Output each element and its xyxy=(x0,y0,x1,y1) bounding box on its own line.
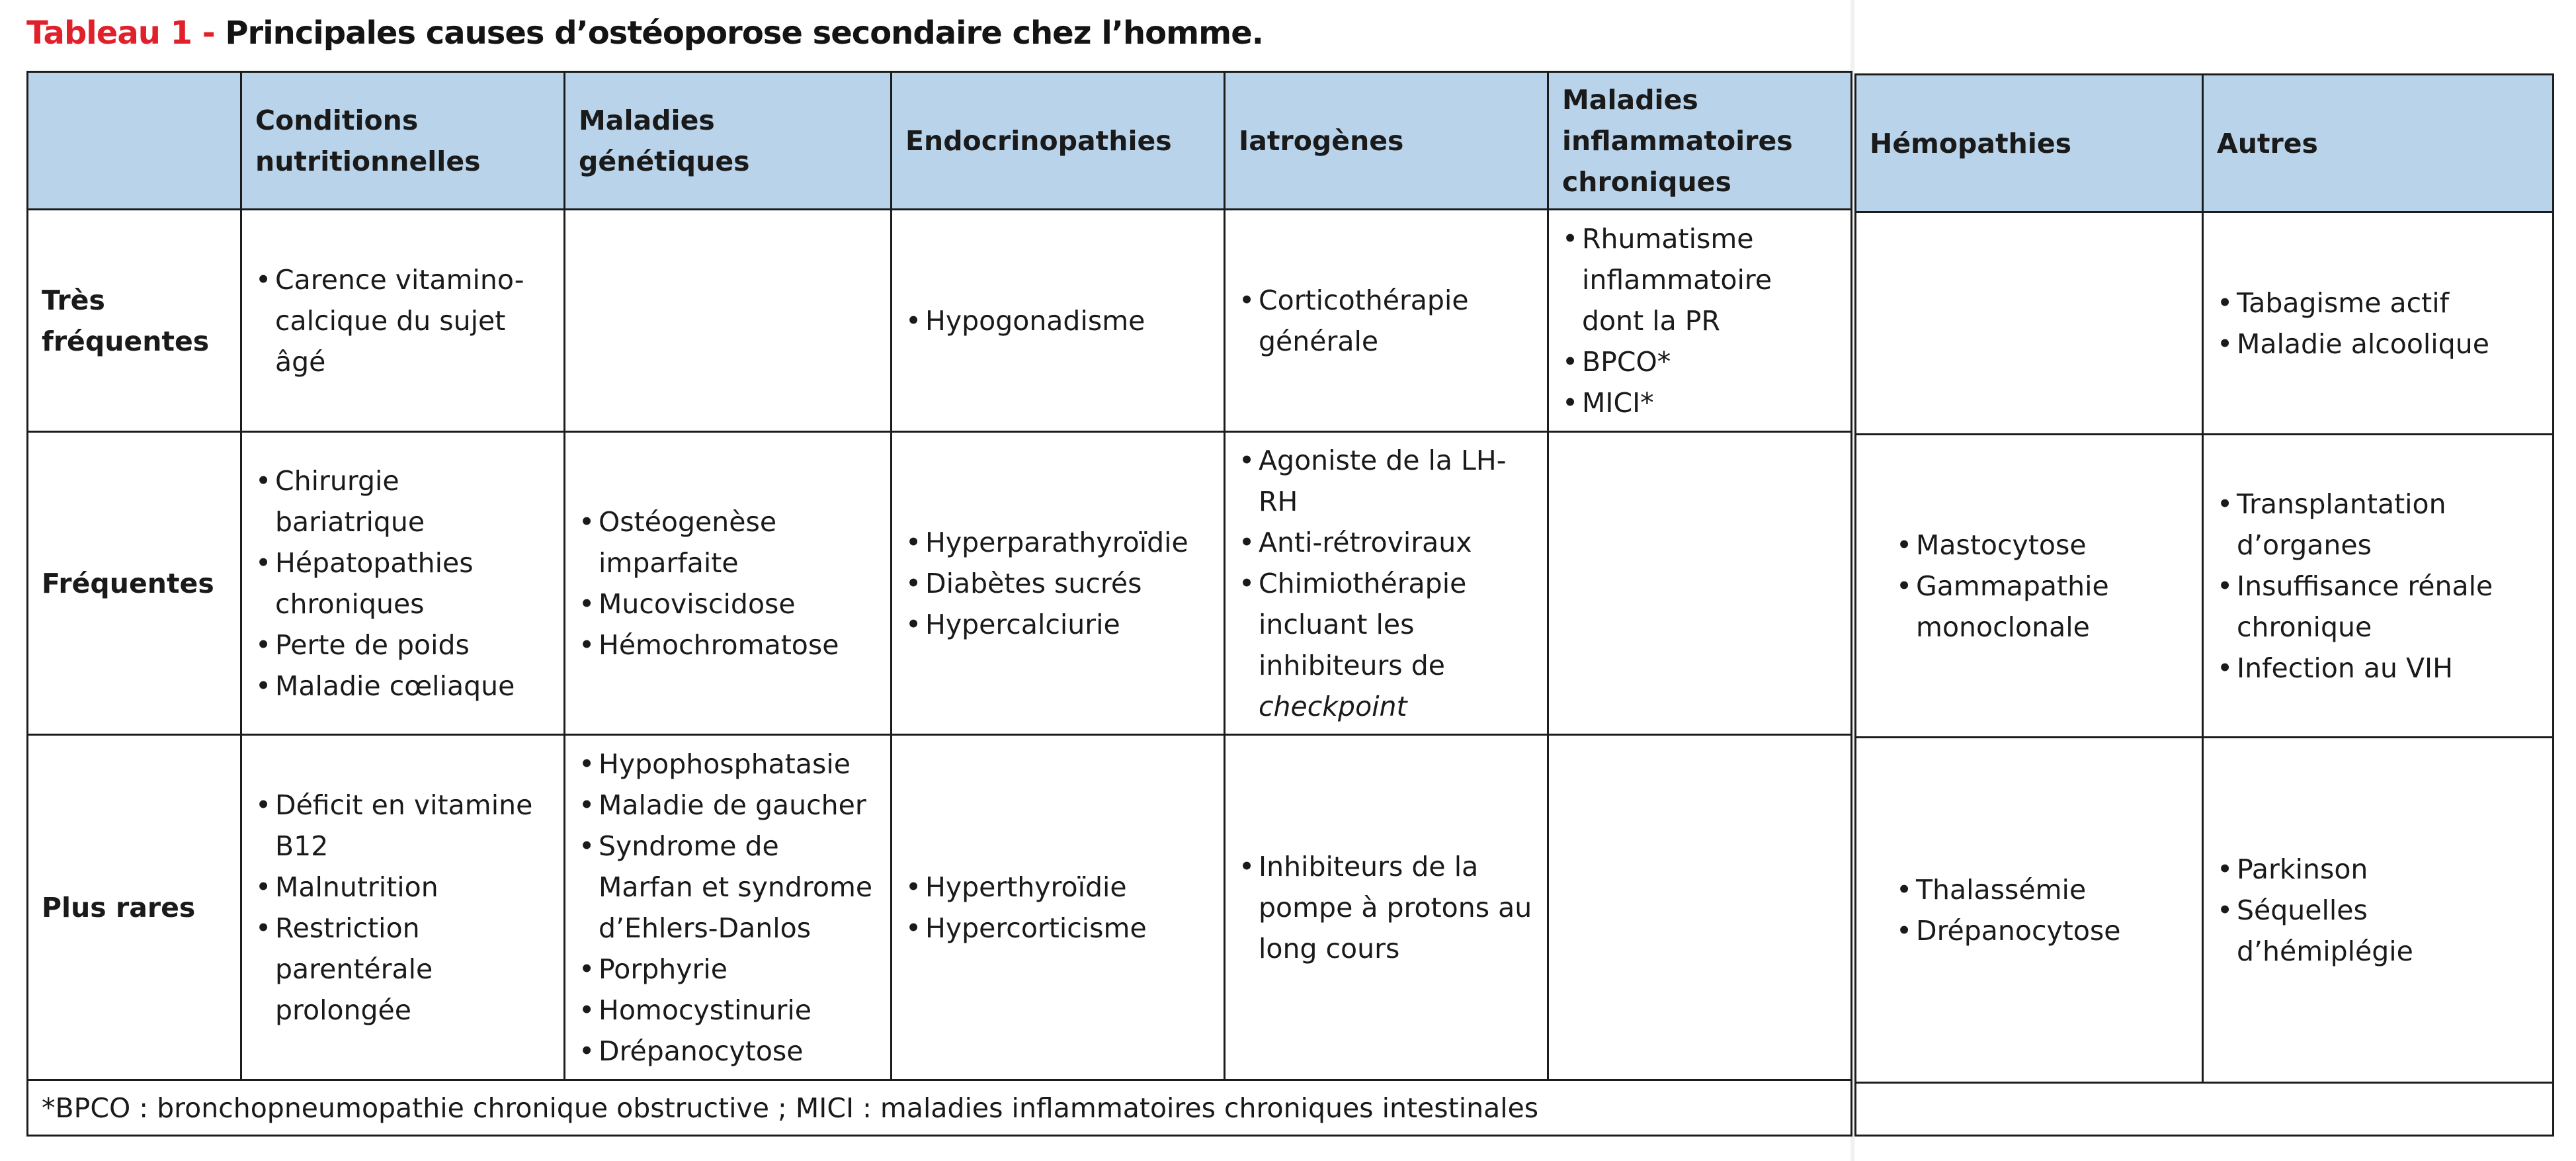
bullet-item-text: Drépanocytose xyxy=(599,1035,804,1067)
bullet-list xyxy=(1896,525,2188,648)
bullet-item-text: MICI* xyxy=(1582,386,1654,419)
bullet-item-text: Tabagisme actif xyxy=(2237,286,2450,319)
bullet-item-text: Anti-rétroviraux xyxy=(1259,526,1472,558)
bullet-item-italic-text: checkpoint xyxy=(1259,690,1407,722)
bullet-item xyxy=(1239,280,1534,362)
table-cell xyxy=(2203,738,2554,1083)
bullet-item xyxy=(1239,522,1534,563)
bullet-list xyxy=(905,300,1210,341)
table-cell xyxy=(241,210,565,432)
header-cell-endocrine: Endocrinopathies xyxy=(892,72,1225,210)
bullet-list xyxy=(579,501,877,666)
row-label: Très fréquentes xyxy=(28,210,241,432)
bullet-item-text: Hypercorticisme xyxy=(925,912,1147,944)
bullet-list xyxy=(1562,218,1837,423)
bullet-item xyxy=(255,666,550,707)
bullet-item xyxy=(579,949,877,990)
bullet-item-text: Inhibiteurs de la pompe à protons au long cours xyxy=(1259,850,1532,965)
bullet-list xyxy=(1239,280,1534,362)
table-cell xyxy=(565,432,892,735)
header-row xyxy=(28,72,1852,210)
bullet-item xyxy=(1896,910,2188,951)
bullet-item xyxy=(905,522,1210,563)
table-cell xyxy=(1856,738,2203,1083)
bullet-item xyxy=(255,908,550,1031)
bullet-item-text: Thalassémie xyxy=(1916,873,2087,906)
table-cell xyxy=(1225,210,1548,432)
table-cell xyxy=(565,735,892,1080)
bullet-item-text: Chimiothérapie incluant les inhibiteurs de xyxy=(1259,567,1467,681)
bullet-item xyxy=(905,908,1210,949)
bullet-item xyxy=(579,501,877,583)
table-cell xyxy=(1856,212,2203,435)
bullet-item-text: Hypophosphatasie xyxy=(599,748,851,780)
bullet-list xyxy=(2217,484,2539,689)
bullet-list xyxy=(1239,846,1534,969)
bullet-item xyxy=(1239,846,1534,969)
bullet-item xyxy=(2217,890,2539,972)
bullet-item xyxy=(579,583,877,624)
left-table xyxy=(26,71,1852,1137)
bullet-item-text: Maladie cœliaque xyxy=(275,669,515,702)
bullet-item-text: Maladie alcoolique xyxy=(2237,327,2489,360)
header-cell-empty xyxy=(28,72,241,210)
bullet-item-text: Malnutrition xyxy=(275,871,438,903)
header-cell-hemopathies: Hémopathies xyxy=(1856,75,2203,212)
bullet-list xyxy=(2217,849,2539,972)
bullet-item xyxy=(255,460,550,542)
bullet-item xyxy=(1239,440,1534,522)
row-label: Plus rares xyxy=(28,735,241,1080)
bullet-item-text: Parkinson xyxy=(2237,853,2368,885)
bullet-item-text: Diabètes sucrés xyxy=(925,567,1142,599)
bullet-item-text: Hépatopathies chroniques xyxy=(275,546,474,620)
table-cell xyxy=(1856,435,2203,738)
table-number-label: Tableau 1 - xyxy=(26,15,215,52)
empty-footer-cell xyxy=(1856,1083,2554,1136)
bullet-item-text: Drépanocytose xyxy=(1916,914,2121,947)
bullet-list xyxy=(579,744,877,1072)
table-cell xyxy=(2203,435,2554,738)
bullet-item-text: Porphyrie xyxy=(599,953,727,985)
right-table xyxy=(1854,73,2554,1137)
bullet-list xyxy=(905,867,1210,949)
table-cell xyxy=(1225,735,1548,1080)
header-row-right xyxy=(1856,75,2554,212)
bullet-list xyxy=(255,460,550,707)
table-row xyxy=(1856,738,2554,1083)
table-row xyxy=(28,432,1852,735)
bullet-item xyxy=(255,259,550,382)
header-cell-nutritional: Conditions nutritionnelles xyxy=(241,72,565,210)
bullet-item-text: Insuffisance rénale chronique xyxy=(2237,570,2493,643)
bullet-item-text: Maladie de gaucher xyxy=(599,789,866,821)
bullet-item-text: Hyperthyroïdie xyxy=(925,871,1127,903)
table-cell xyxy=(1548,210,1852,432)
bullet-item xyxy=(905,300,1210,341)
bullet-item xyxy=(579,990,877,1031)
bullet-item xyxy=(2217,849,2539,890)
table-row xyxy=(28,735,1852,1080)
bullet-item xyxy=(579,826,877,949)
bullet-item-text: Rhumatisme inflammatoire dont la PR xyxy=(1582,222,1772,337)
bullet-item xyxy=(255,624,550,666)
bullet-item-text: Hypogonadisme xyxy=(925,304,1145,337)
table-cell xyxy=(892,432,1225,735)
bullet-item-text: Infection au VIH xyxy=(2237,652,2453,684)
bullet-item xyxy=(255,785,550,867)
bullet-item-text: Homocystinurie xyxy=(599,994,812,1026)
header-cell-iatrogenic: Iatrogènes xyxy=(1225,72,1548,210)
bullet-item xyxy=(2217,484,2539,566)
bullet-list xyxy=(255,785,550,1031)
bullet-item-text: Transplantation d’organes xyxy=(2237,488,2446,561)
header-cell-genetic: Maladies génétiques xyxy=(565,72,892,210)
bullet-item-text: Gammapathie monoclonale xyxy=(1916,570,2109,643)
bullet-item-text: Perte de poids xyxy=(275,628,470,661)
bullet-item-text: Mucoviscidose xyxy=(599,587,796,620)
table-title xyxy=(26,15,1263,52)
table-cell xyxy=(241,735,565,1080)
bullet-item xyxy=(579,624,877,666)
bullet-item xyxy=(905,867,1210,908)
bullet-item-text: Carence vitamino-calcique du sujet âgé xyxy=(275,263,524,378)
empty-footer-row xyxy=(1856,1083,2554,1136)
bullet-item xyxy=(905,604,1210,645)
bullet-list xyxy=(905,522,1210,645)
bullet-item xyxy=(1562,218,1837,341)
bullet-item xyxy=(905,563,1210,604)
bullet-list xyxy=(1239,440,1534,727)
bullet-item xyxy=(579,744,877,785)
table-cell xyxy=(241,432,565,735)
table-row xyxy=(1856,435,2554,738)
table-title-text: Principales causes d’ostéoporose secondaire chez l’homme. xyxy=(225,15,1263,52)
bullet-item-text: BPCO* xyxy=(1582,345,1671,378)
bullet-item xyxy=(2217,566,2539,648)
bullet-item-text: Hypercalciurie xyxy=(925,608,1120,640)
bullet-list xyxy=(1896,869,2188,951)
bullet-item-text: Syndrome de Marfan et syndrome d’Ehlers-Danlos xyxy=(599,830,873,944)
bullet-item-text: Séquelles d’hémiplégie xyxy=(2237,894,2413,967)
table-cell xyxy=(565,210,892,432)
bullet-item-text: Agoniste de la LH-RH xyxy=(1259,444,1507,517)
bullet-item-text: Mastocytose xyxy=(1916,529,2087,561)
table-cell xyxy=(2203,212,2554,435)
table-cell xyxy=(1548,735,1852,1080)
bullet-item xyxy=(1562,341,1837,382)
header-cell-inflammatory: Maladies inflammatoires chroniques xyxy=(1548,72,1852,210)
footnote-text: *BPCO : bronchopneumopathie chronique obstructive ; MICI : maladies inflammatoires chroniques intestinales xyxy=(28,1080,1852,1136)
bullet-item xyxy=(1239,563,1534,727)
bullet-list xyxy=(2217,282,2539,365)
bullet-item xyxy=(579,1031,877,1072)
bullet-item-text: Hyperparathyroïdie xyxy=(925,526,1188,558)
bullet-item xyxy=(255,542,550,624)
bullet-item-text: Corticothérapie générale xyxy=(1259,284,1469,357)
table-cell xyxy=(1548,432,1852,735)
bullet-item xyxy=(1896,566,2188,648)
bullet-item xyxy=(1896,525,2188,566)
bullet-item xyxy=(2217,648,2539,689)
table-cell xyxy=(892,210,1225,432)
bullet-item xyxy=(579,785,877,826)
bullet-item-text: Hémochromatose xyxy=(599,628,839,661)
table-row xyxy=(28,210,1852,432)
table-row xyxy=(1856,212,2554,435)
bullet-item-text: Ostéogenèse imparfaite xyxy=(599,505,777,579)
bullet-item xyxy=(1896,869,2188,910)
bullet-item xyxy=(2217,282,2539,323)
bullet-item-text: Chirurgie bariatrique xyxy=(275,464,425,538)
bullet-item-text: Restriction parentérale prolongée xyxy=(275,912,433,1026)
bullet-list xyxy=(255,259,550,382)
table-cell xyxy=(1225,432,1548,735)
footnote-row xyxy=(28,1080,1852,1136)
bullet-item-text: Déficit en vitamine B12 xyxy=(275,789,533,862)
header-cell-others: Autres xyxy=(2203,75,2554,212)
table-cell xyxy=(892,735,1225,1080)
row-label: Fréquentes xyxy=(28,432,241,735)
bullet-item xyxy=(2217,323,2539,365)
bullet-item xyxy=(255,867,550,908)
bullet-item xyxy=(1562,382,1837,423)
